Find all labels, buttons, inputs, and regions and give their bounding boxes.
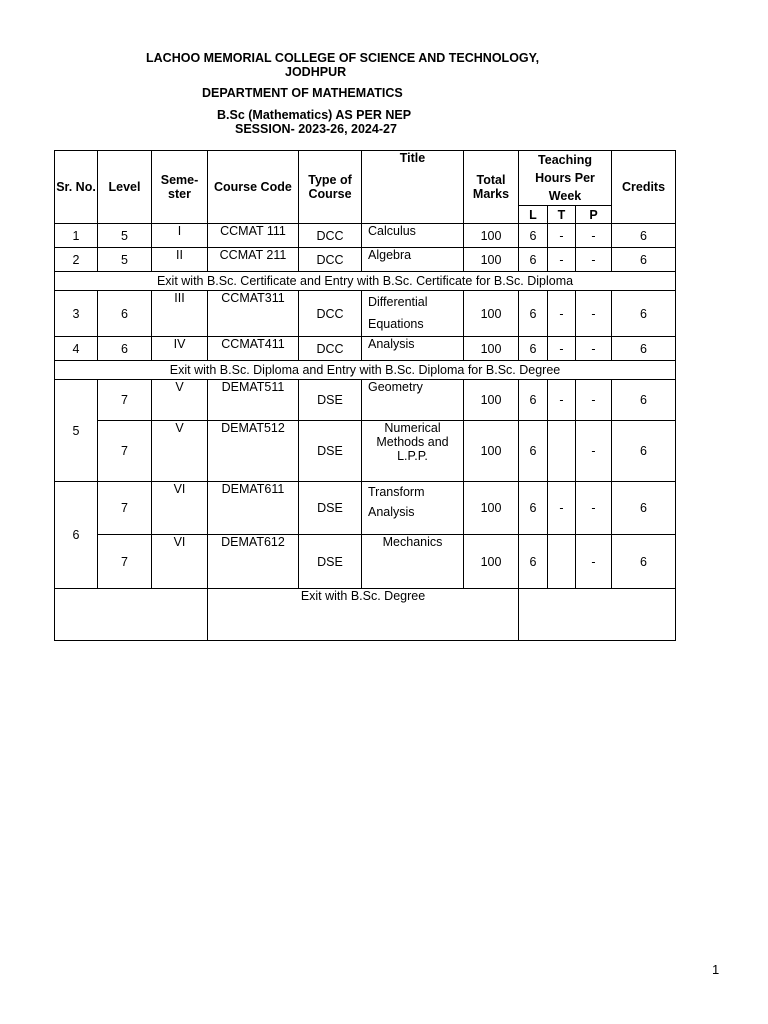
cell-level: 6 <box>98 291 152 337</box>
title-line: L.P.P. <box>397 449 428 463</box>
title-line: Methods and <box>376 435 449 449</box>
empty-cell <box>519 589 676 641</box>
department-name: DEPARTMENT OF MATHEMATICS <box>202 86 403 100</box>
cell-level: 6 <box>98 337 152 361</box>
cell-semester: V <box>152 421 208 482</box>
cell-l: 6 <box>519 482 548 535</box>
table-row <box>55 291 676 337</box>
cell-p: - <box>576 421 612 482</box>
table-row <box>55 421 676 482</box>
cell-title: Mechanics <box>362 535 464 589</box>
table-row <box>55 224 676 248</box>
college-city: JODHPUR <box>285 65 347 79</box>
cell-semester: V <box>152 380 208 421</box>
cell-type: DCC <box>299 248 362 272</box>
exit-note-degree: Exit with B.Sc. Degree <box>208 589 519 641</box>
exit-note-certificate: Exit with B.Sc. Certificate and Entry with B.Sc. Certificate for B.Sc. Diploma <box>55 272 676 291</box>
program-title: B.Sc (Mathematics) AS PER NEP <box>217 108 412 122</box>
cell-credits: 6 <box>612 380 676 421</box>
cell-marks: 100 <box>464 291 519 337</box>
table-row <box>55 337 676 361</box>
cell-marks: 100 <box>464 421 519 482</box>
cell-sr: 2 <box>55 248 98 272</box>
cell-type: DCC <box>299 224 362 248</box>
cell-sr: 1 <box>55 224 98 248</box>
cell-course-code: DEMAT511 <box>208 380 299 421</box>
cell-t <box>548 535 576 589</box>
cell-course-code: DEMAT612 <box>208 535 299 589</box>
cell-t: - <box>548 337 576 361</box>
empty-cell <box>55 589 208 641</box>
cell-p: - <box>576 535 612 589</box>
cell-credits: 6 <box>612 248 676 272</box>
cell-marks: 100 <box>464 248 519 272</box>
session-line: SESSION- 2023-26, 2024-27 <box>235 122 397 136</box>
cell-title: Analysis <box>362 337 464 361</box>
cell-marks: 100 <box>464 535 519 589</box>
page-number: 1 <box>712 962 720 977</box>
header-sr-no: Sr. No. <box>55 151 98 224</box>
title-line: Equations <box>368 317 424 331</box>
cell-marks: 100 <box>464 380 519 421</box>
cell-type: DSE <box>299 421 362 482</box>
table-row <box>55 482 676 535</box>
cell-sr: 6 <box>55 482 98 589</box>
table-row <box>55 248 676 272</box>
cell-l: 6 <box>519 535 548 589</box>
cell-type: DSE <box>299 535 362 589</box>
header-p: P <box>576 206 612 224</box>
cell-sr: 4 <box>55 337 98 361</box>
header-semester: Seme-ster <box>152 151 208 224</box>
cell-p: - <box>576 248 612 272</box>
cell-level: 7 <box>98 421 152 482</box>
college-name: LACHOO MEMORIAL COLLEGE OF SCIENCE AND TECHNOLOGY, <box>146 51 540 65</box>
cell-level: 5 <box>98 248 152 272</box>
cell-course-code: DEMAT512 <box>208 421 299 482</box>
header-l: L <box>519 206 548 224</box>
table-row <box>55 535 676 589</box>
cell-p: - <box>576 291 612 337</box>
cell-t: - <box>548 482 576 535</box>
cell-level: 5 <box>98 224 152 248</box>
cell-type: DCC <box>299 291 362 337</box>
cell-credits: 6 <box>612 224 676 248</box>
cell-title: Algebra <box>362 248 464 272</box>
cell-t: - <box>548 380 576 421</box>
title-line: Transform <box>368 485 425 499</box>
exit-note-diploma: Exit with B.Sc. Diploma and Entry with B.Sc. Diploma for B.Sc. Degree <box>55 361 676 380</box>
cell-sr: 5 <box>55 380 98 482</box>
cell-course-code: CCMAT411 <box>208 337 299 361</box>
header-title: Title <box>362 151 464 224</box>
header-total-marks: Total Marks <box>464 151 519 224</box>
cell-title <box>362 482 464 535</box>
table-row <box>55 380 676 421</box>
cell-course-code: CCMAT 211 <box>208 248 299 272</box>
cell-type: DSE <box>299 380 362 421</box>
header-course-code: Course Code <box>208 151 299 224</box>
cell-level: 7 <box>98 482 152 535</box>
cell-p: - <box>576 337 612 361</box>
cell-course-code: DEMAT611 <box>208 482 299 535</box>
cell-credits: 6 <box>612 291 676 337</box>
cell-l: 6 <box>519 337 548 361</box>
cell-l: 6 <box>519 380 548 421</box>
cell-t: - <box>548 224 576 248</box>
cell-l: 6 <box>519 224 548 248</box>
cell-credits: 6 <box>612 421 676 482</box>
header-credits: Credits <box>612 151 676 224</box>
cell-t: - <box>548 248 576 272</box>
cell-semester: IV <box>152 337 208 361</box>
cell-title <box>362 291 464 337</box>
cell-title: Calculus <box>362 224 464 248</box>
cell-semester: II <box>152 248 208 272</box>
header-teaching-hours: Teaching Hours Per Week <box>519 151 612 206</box>
cell-credits: 6 <box>612 535 676 589</box>
header-t: T <box>548 206 576 224</box>
cell-level: 7 <box>98 380 152 421</box>
cell-t: - <box>548 291 576 337</box>
cell-p: - <box>576 224 612 248</box>
cell-t <box>548 421 576 482</box>
cell-semester: III <box>152 291 208 337</box>
cell-type: DCC <box>299 337 362 361</box>
header-type-of-course: Type of Course <box>299 151 362 224</box>
cell-semester: I <box>152 224 208 248</box>
title-line: Numerical <box>384 421 441 435</box>
course-table <box>54 150 676 641</box>
cell-credits: 6 <box>612 337 676 361</box>
cell-sr: 3 <box>55 291 98 337</box>
cell-title <box>362 421 464 482</box>
cell-credits: 6 <box>612 482 676 535</box>
cell-type: DSE <box>299 482 362 535</box>
cell-l: 6 <box>519 248 548 272</box>
cell-l: 6 <box>519 421 548 482</box>
cell-course-code: CCMAT311 <box>208 291 299 337</box>
cell-p: - <box>576 380 612 421</box>
cell-level: 7 <box>98 535 152 589</box>
cell-marks: 100 <box>464 224 519 248</box>
cell-marks: 100 <box>464 482 519 535</box>
title-line: Differential <box>368 295 428 309</box>
cell-course-code: CCMAT 111 <box>208 224 299 248</box>
cell-p: - <box>576 482 612 535</box>
cell-marks: 100 <box>464 337 519 361</box>
cell-semester: VI <box>152 535 208 589</box>
cell-title: Geometry <box>362 380 464 421</box>
cell-l: 6 <box>519 291 548 337</box>
title-line: Analysis <box>368 505 415 519</box>
cell-semester: VI <box>152 482 208 535</box>
header-level: Level <box>98 151 152 224</box>
